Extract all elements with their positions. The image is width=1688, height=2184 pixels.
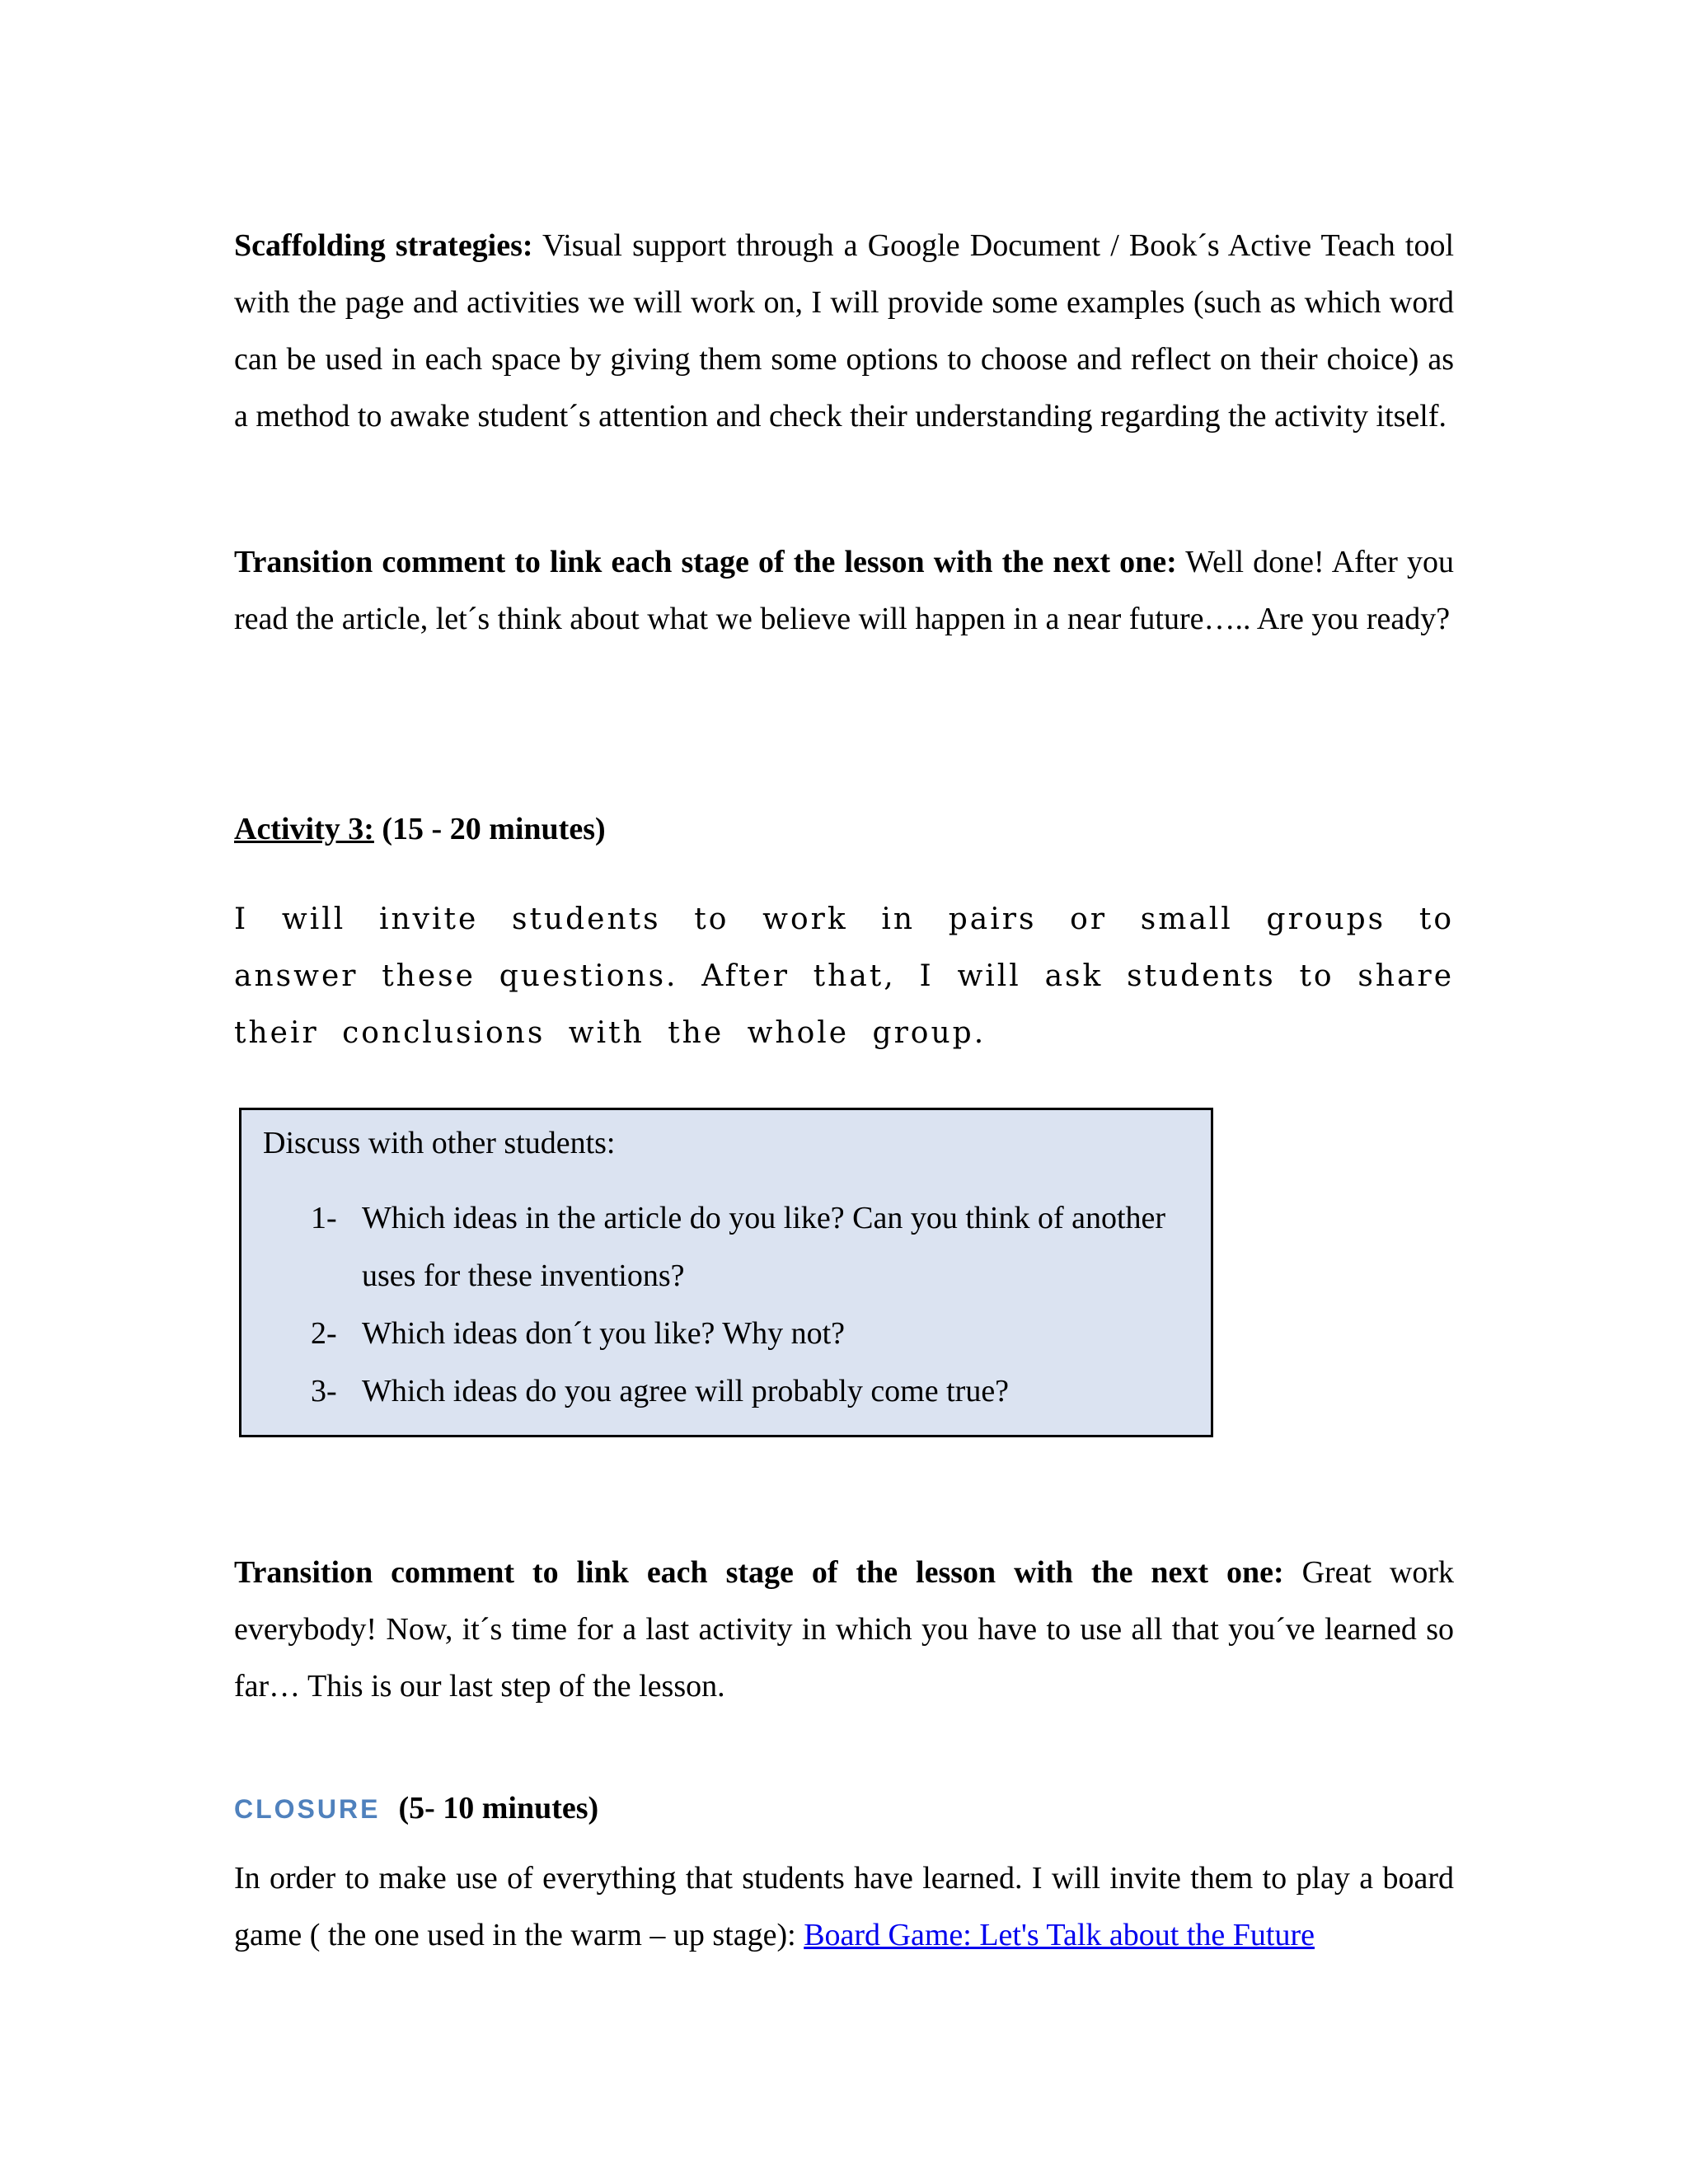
transition-label-2: Transition comment to link each stage of the lesson with the next one: [234, 1555, 1284, 1590]
question-number: 2- [311, 1316, 337, 1351]
discussion-question [241, 1362, 1211, 1420]
discussion-question [241, 1189, 1211, 1305]
discussion-box-title: Discuss with other students: [263, 1126, 616, 1160]
discussion-box [239, 1108, 1213, 1437]
question-number: 3- [311, 1374, 337, 1408]
transition-paragraph-1 [234, 534, 1454, 648]
board-game-link[interactable]: Board Game: Let's Talk about the Future [804, 1918, 1315, 1952]
closure-text: In order to make use of everything that students have learned. I will invite them to play a board game ( the one used in the warm – up stage): [234, 1861, 1454, 1952]
activity-3-duration: (15 - 20 minutes) [373, 812, 606, 846]
activity-3-label: Activity 3: [234, 812, 374, 846]
activity-3-description: I will invite students to work in pairs or small groups to answer these questions. After that, I will ask students to share their conclusions with the whole group. [234, 902, 1454, 1050]
question-text: Which ideas don´t you like? Why not? [362, 1316, 846, 1351]
closure-label: CLOSURE [234, 1794, 381, 1824]
transition-text-2: Great work everybody! Now, it´s time for a last activity in which you have to use all that you´ve learned so far… This is our last step of the lesson. [234, 1555, 1455, 1704]
question-text: Which ideas in the article do you like? Can you think of another uses for these inventions? [362, 1201, 1166, 1293]
question-number: 1- [311, 1201, 337, 1235]
discussion-question-list [241, 1189, 1211, 1420]
closure-paragraph [234, 1850, 1454, 1964]
activity-3-heading [234, 801, 606, 858]
question-text: Which ideas do you agree will probably come true? [362, 1374, 1010, 1408]
closure-heading [234, 1780, 598, 1838]
closure-duration: (5- 10 minutes) [398, 1791, 599, 1825]
transition-label-1: Transition comment to link each stage of the lesson with the next one: [234, 545, 1177, 579]
transition-paragraph-2 [234, 1544, 1454, 1715]
scaffolding-label: Scaffolding strategies: [234, 228, 533, 263]
transition-text-1: Well done! After you read the article, let´s think about what we believe will happen in a near future….. Are you ready? [234, 545, 1455, 636]
scaffolding-text: Visual support through a Google Document / Book´s Active Teach tool with the page and activities we will work on, I will provide some examples (such as which word can be used in each space by giving them some options to choose and reflect on their choice) as a method to awake student´s attention and check their understanding regarding the activity itself. [234, 228, 1454, 434]
discussion-question [241, 1305, 1211, 1362]
scaffolding-paragraph [234, 218, 1454, 445]
